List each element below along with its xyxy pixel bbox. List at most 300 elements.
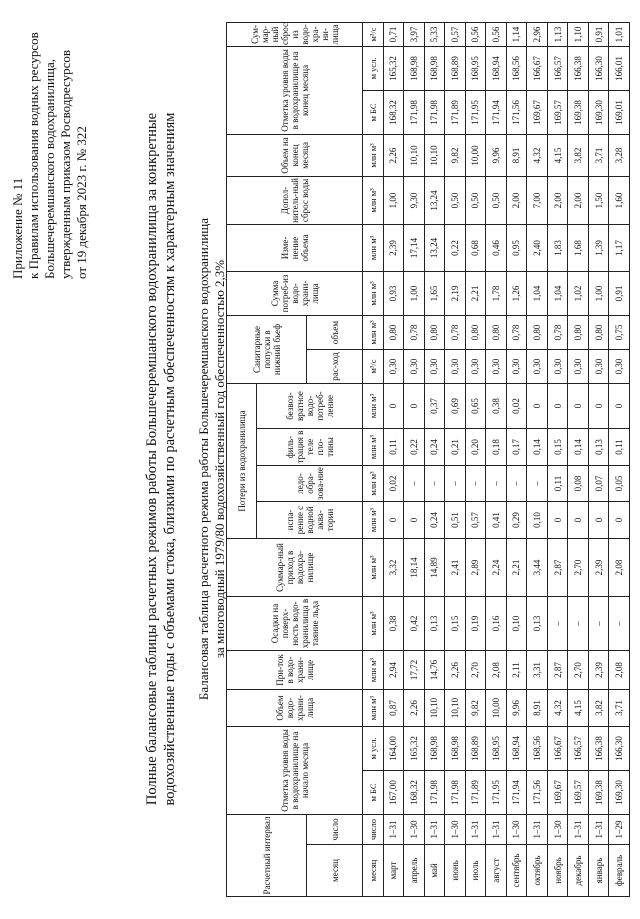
value-cell: 0,69 (445, 383, 466, 428)
value-cell: 0,50 (486, 176, 507, 224)
value-cell: 2,96 (527, 22, 548, 46)
value-cell: 0,56 (465, 22, 486, 46)
value-cell: 169,67 (527, 90, 548, 134)
value-cell: 1,04 (527, 271, 548, 315)
value-cell: 2,89 (465, 539, 486, 597)
value-cell: 0,16 (486, 597, 507, 651)
value-cell: 4,15 (568, 690, 589, 727)
value-cell: 0,15 (547, 429, 568, 466)
value-cell: 169,38 (588, 771, 609, 815)
header-level-end: Отметка уровня воды в водохранилище на конец месяца (227, 46, 363, 134)
value-cell: 1,13 (547, 22, 568, 46)
value-cell: 0,78 (404, 315, 425, 349)
value-cell: 0,30 (506, 349, 527, 383)
value-cell: 0,11 (547, 466, 568, 502)
value-cell: 2,08 (609, 539, 630, 597)
value-cell: 2,70 (465, 651, 486, 690)
value-cell: 164,00 (383, 727, 404, 771)
value-cell: 3,31 (527, 651, 548, 690)
value-cell: 2,00 (568, 176, 589, 224)
value-cell: 2,08 (486, 651, 507, 690)
value-cell: 0 (383, 383, 404, 428)
value-cell: – (486, 466, 507, 502)
value-cell: 0,87 (383, 690, 404, 727)
value-cell: 0,68 (465, 224, 486, 271)
value-cell: 168,98 (404, 46, 425, 90)
value-cell: 166,30 (609, 727, 630, 771)
value-cell: 3,28 (609, 134, 630, 176)
value-cell: 0,41 (486, 502, 507, 539)
value-cell: 1–30 (506, 815, 527, 845)
value-cell: 0,80 (486, 315, 507, 349)
unit-cell: м усл. (363, 46, 384, 90)
value-cell: 1,39 (588, 224, 609, 271)
value-cell: 168,32 (404, 771, 425, 815)
appendix-line: от 19 декабря 2023 г. № 322 (74, 126, 89, 279)
value-cell: 168,89 (445, 46, 466, 90)
value-cell: 1–30 (404, 815, 425, 845)
value-cell: 0,57 (445, 22, 466, 46)
value-cell: 167,00 (383, 771, 404, 815)
value-cell: 0,57 (465, 502, 486, 539)
month-cell: февраль (609, 845, 630, 897)
value-cell: 0,20 (465, 429, 486, 466)
value-cell: 1,10 (568, 22, 589, 46)
value-cell: 2,70 (568, 651, 589, 690)
value-cell: 171,98 (404, 90, 425, 134)
value-cell: 166,57 (547, 46, 568, 90)
unit-cell: млн м³ (363, 134, 384, 176)
value-cell: 0,78 (506, 315, 527, 349)
unit-cell: млн м³ (363, 690, 384, 727)
header-vol: объем (307, 315, 363, 349)
value-cell: 168,98 (424, 727, 445, 771)
value-cell: 0,38 (486, 383, 507, 428)
value-cell: 0,30 (568, 349, 589, 383)
value-cell: 0,13 (424, 597, 445, 651)
value-cell: 1,04 (547, 271, 568, 315)
value-cell: 1,68 (568, 224, 589, 271)
value-cell: 0,14 (568, 429, 589, 466)
value-cell: 4,15 (547, 134, 568, 176)
value-cell: 1,83 (547, 224, 568, 271)
value-cell: 14,89 (424, 539, 445, 597)
value-cell: 0,13 (527, 597, 548, 651)
value-cell: – (568, 597, 589, 651)
value-cell: 0 (547, 502, 568, 539)
value-cell: 1,00 (383, 176, 404, 224)
subtitle-line: за многоводный 1979/80 водохозяйственный год обеспеченностью 2,3% (212, 259, 227, 659)
value-cell: 171,98 (424, 771, 445, 815)
value-cell: 1,78 (486, 271, 507, 315)
value-cell: – (506, 466, 527, 502)
table-row (609, 22, 630, 896)
appendix-line: утвержденным приказом Росводресурсов (58, 50, 73, 279)
value-cell: 0,19 (465, 597, 486, 651)
month-cell: апрель (404, 845, 425, 897)
value-cell: 1–31 (588, 815, 609, 845)
value-cell: 171,94 (506, 771, 527, 815)
value-cell: 3,82 (568, 134, 589, 176)
value-cell: 0,30 (609, 349, 630, 383)
document-title (143, 19, 179, 899)
value-cell: 1,26 (506, 271, 527, 315)
header-volume-end: Объем на конец месяца (227, 134, 363, 176)
value-cell: 1–31 (424, 815, 445, 845)
value-cell: 1,50 (588, 176, 609, 224)
value-cell: 0,13 (588, 429, 609, 466)
value-cell: 0 (547, 383, 568, 428)
month-cell: июль (465, 845, 486, 897)
header-flow: рас-ход (307, 349, 363, 383)
subtitle-line: Балансовая таблица расчетного режима работы Большечеремшанского водохранилища (196, 217, 211, 701)
value-cell: 1,01 (609, 22, 630, 46)
value-cell: 0,10 (506, 597, 527, 651)
value-cell: 0,80 (568, 315, 589, 349)
unit-cell: м усл. (363, 727, 384, 771)
units-row (363, 22, 384, 896)
value-cell: 0 (609, 383, 630, 428)
value-cell: 0,46 (486, 224, 507, 271)
value-cell: 171,89 (465, 771, 486, 815)
value-cell: 0 (527, 383, 548, 428)
value-cell: 2,39 (588, 651, 609, 690)
unit-cell: млн м³ (363, 539, 384, 597)
header-sanitary: Санитарные попуски в нижний бьеф (227, 315, 307, 383)
value-cell: 171,94 (486, 90, 507, 134)
value-cell: 0,42 (404, 597, 425, 651)
value-cell: 1–29 (609, 815, 630, 845)
value-cell: 168,56 (506, 46, 527, 90)
table-title (196, 19, 228, 899)
value-cell: 0 (609, 502, 630, 539)
value-cell: 2,00 (506, 176, 527, 224)
value-cell: 169,30 (588, 90, 609, 134)
table-row (527, 22, 548, 896)
appendix-line: к Правилам использования водных ресурсов (26, 32, 41, 279)
unit-cell: млн м³ (363, 176, 384, 224)
value-cell: 0,15 (445, 597, 466, 651)
month-cell: декабрь (568, 845, 589, 897)
title-line: Полные балансовые таблицы расчетных режимов работы Большечеремшанского водохранилища за конкретные (144, 112, 160, 806)
table-row (424, 22, 445, 896)
unit-cell: м БС (363, 90, 384, 134)
value-cell: 3,82 (588, 690, 609, 727)
value-cell: 10,00 (465, 134, 486, 176)
table-row (486, 22, 507, 896)
value-cell: 168,94 (486, 46, 507, 90)
value-cell: 1–31 (383, 815, 404, 845)
table-row (568, 22, 589, 896)
value-cell: 10,10 (424, 690, 445, 727)
header-level-start: Отметка уровня воды в водохранилище на начало месяца (227, 727, 363, 815)
header-total-release: Сум-мар-ный сброс из водо-хра-ни-лища (227, 22, 363, 46)
value-cell: 2,70 (568, 539, 589, 597)
value-cell: 0,91 (588, 22, 609, 46)
value-cell: 2,19 (445, 271, 466, 315)
value-cell: 0 (404, 502, 425, 539)
header-precip: Осадки на поверх-ность водо-хранилища в таяние льда (227, 597, 363, 651)
value-cell: 2,21 (465, 271, 486, 315)
header-inflow: При-ток в водо-храни-лище (227, 651, 363, 690)
value-cell: 3,71 (609, 690, 630, 727)
value-cell: 0,37 (424, 383, 445, 428)
balance-table (226, 22, 630, 897)
value-cell: 1,00 (588, 271, 609, 315)
value-cell: 168,94 (506, 727, 527, 771)
value-cell: 2,39 (588, 539, 609, 597)
value-cell: 0,18 (486, 429, 507, 466)
header-evaporation: испа-рение с водной аква-тории (257, 502, 363, 539)
value-cell: 0 (383, 502, 404, 539)
value-cell: 3,44 (527, 539, 548, 597)
value-cell: 0,30 (588, 349, 609, 383)
value-cell: 168,95 (465, 46, 486, 90)
value-cell: 171,56 (527, 771, 548, 815)
table-row (445, 22, 466, 896)
value-cell: 0,30 (445, 349, 466, 383)
value-cell: – (445, 466, 466, 502)
unit-cell: млн м³ (363, 429, 384, 466)
value-cell: 168,56 (527, 727, 548, 771)
value-cell: 1,14 (506, 22, 527, 46)
value-cell: 0 (568, 502, 589, 539)
table-row (588, 22, 609, 896)
value-cell: 4,32 (547, 690, 568, 727)
value-cell: 171,98 (424, 90, 445, 134)
value-cell: 2,24 (486, 539, 507, 597)
value-cell: 166,38 (568, 46, 589, 90)
unit-cell: м³/с (363, 22, 384, 46)
value-cell: 2,87 (547, 651, 568, 690)
value-cell: 2,94 (383, 651, 404, 690)
value-cell: 0,14 (527, 429, 548, 466)
value-cell: 168,95 (486, 727, 507, 771)
value-cell: 0,93 (383, 271, 404, 315)
value-cell: 18,14 (404, 539, 425, 597)
unit-cell: месяц (363, 845, 384, 897)
value-cell: – (609, 597, 630, 651)
value-cell: 2,87 (547, 539, 568, 597)
value-cell: 2,40 (527, 224, 548, 271)
value-cell: 169,38 (568, 90, 589, 134)
unit-cell: млн м³ (363, 466, 384, 502)
value-cell: 7,00 (527, 176, 548, 224)
value-cell: 0,71 (383, 22, 404, 46)
value-cell: 171,56 (506, 90, 527, 134)
title-line: водохозяйственные годы с объемами стока, близкими по расчетным обеспеченностям к характерным значениям (162, 112, 178, 806)
header-filtration: филь-трация в теле пло-тины (257, 429, 363, 466)
value-cell: 1–31 (568, 815, 589, 845)
value-cell: 0,21 (445, 429, 466, 466)
value-cell: 0,02 (383, 466, 404, 502)
appendix-line: Приложение № 11 (10, 177, 25, 279)
value-cell: 0,30 (424, 349, 445, 383)
value-cell: – (588, 597, 609, 651)
table-body (363, 22, 630, 896)
value-cell: 10,10 (424, 134, 445, 176)
table-row (547, 22, 568, 896)
month-cell: ноябрь (547, 845, 568, 897)
month-cell: март (383, 845, 404, 897)
appendix-line: Большечеремшанского водохранилища, (42, 58, 57, 279)
value-cell: 169,67 (547, 771, 568, 815)
value-cell: 2,39 (383, 224, 404, 271)
value-cell: 1–31 (486, 815, 507, 845)
value-cell: 166,67 (547, 727, 568, 771)
value-cell: 0,30 (465, 349, 486, 383)
value-cell: 3,71 (588, 134, 609, 176)
value-cell: 0,50 (465, 176, 486, 224)
value-cell: 8,91 (506, 134, 527, 176)
value-cell: 168,32 (383, 90, 404, 134)
value-cell: 10,10 (445, 690, 466, 727)
value-cell: 0,30 (527, 349, 548, 383)
value-cell: 166,67 (527, 46, 548, 90)
value-cell: 3,97 (404, 22, 425, 46)
value-cell: 17,72 (404, 651, 425, 690)
value-cell: 1,65 (424, 271, 445, 315)
unit-cell: млн м³ (363, 271, 384, 315)
appendix-block (10, 19, 90, 279)
unit-cell: м БС (363, 771, 384, 815)
header-days: число (307, 815, 363, 845)
table-row (506, 22, 527, 896)
value-cell: – (424, 466, 445, 502)
value-cell: 9,30 (404, 176, 425, 224)
unit-cell: млн м³ (363, 597, 384, 651)
value-cell: 0,24 (424, 502, 445, 539)
value-cell: 0,24 (424, 429, 445, 466)
value-cell: 168,89 (465, 727, 486, 771)
unit-cell: млн м³ (363, 651, 384, 690)
month-cell: сентябрь (506, 845, 527, 897)
value-cell: – (547, 597, 568, 651)
header-volume: Объем водо-храни-лища (227, 690, 363, 727)
table-row (465, 22, 486, 896)
value-cell: 1,17 (609, 224, 630, 271)
value-cell: 171,98 (445, 771, 466, 815)
value-cell: 1–31 (527, 815, 548, 845)
value-cell: 0,95 (506, 224, 527, 271)
value-cell: 17,14 (404, 224, 425, 271)
value-cell: 169,30 (609, 771, 630, 815)
value-cell: 0 (568, 383, 589, 428)
value-cell: 0,80 (383, 315, 404, 349)
value-cell: 2,00 (547, 176, 568, 224)
value-cell: 0,78 (445, 315, 466, 349)
value-cell: 2,26 (383, 134, 404, 176)
value-cell: 0,22 (404, 429, 425, 466)
unit-cell: млн м³ (363, 224, 384, 271)
value-cell: 0,80 (465, 315, 486, 349)
header-month: месяц (307, 845, 363, 897)
header-sum-use: Сумма потреб-из водо-храни-лища (227, 271, 363, 315)
value-cell: 0,78 (547, 315, 568, 349)
value-cell: 9,82 (445, 134, 466, 176)
value-cell: 0,80 (588, 315, 609, 349)
value-cell: 166,01 (609, 46, 630, 90)
value-cell: 171,95 (486, 771, 507, 815)
value-cell: 171,95 (465, 90, 486, 134)
value-cell: 9,96 (486, 134, 507, 176)
value-cell: 169,57 (547, 90, 568, 134)
value-cell: 2,11 (506, 651, 527, 690)
value-cell: 0,50 (445, 176, 466, 224)
month-cell: январь (588, 845, 609, 897)
value-cell: 0 (404, 383, 425, 428)
unit-cell: млн м³ (363, 315, 384, 349)
value-cell: 1–30 (445, 815, 466, 845)
value-cell: 0,07 (588, 466, 609, 502)
value-cell: 0,11 (609, 429, 630, 466)
value-cell: 168,98 (445, 727, 466, 771)
value-cell: 0,11 (383, 429, 404, 466)
value-cell: 166,30 (588, 46, 609, 90)
value-cell: – (404, 466, 425, 502)
value-cell: 166,38 (588, 727, 609, 771)
unit-cell: млн м³ (363, 502, 384, 539)
header-losses: Потери из водохранилища (227, 383, 257, 538)
value-cell: 0,65 (465, 383, 486, 428)
month-cell: октябрь (527, 845, 548, 897)
value-cell: 2,26 (445, 651, 466, 690)
value-cell: 10,00 (486, 690, 507, 727)
value-cell: 14,76 (424, 651, 445, 690)
value-cell: 3,32 (383, 539, 404, 597)
value-cell: 165,32 (383, 46, 404, 90)
value-cell: – (527, 466, 548, 502)
value-cell: 1–31 (465, 815, 486, 845)
value-cell: 2,41 (445, 539, 466, 597)
value-cell: – (465, 466, 486, 502)
value-cell: 0,56 (486, 22, 507, 46)
value-cell: 0,30 (486, 349, 507, 383)
value-cell: 165,32 (404, 727, 425, 771)
table-row (383, 22, 404, 896)
value-cell: 9,96 (506, 690, 527, 727)
value-cell: 13,24 (424, 224, 445, 271)
value-cell: 0,75 (609, 315, 630, 349)
value-cell: 10,10 (404, 134, 425, 176)
month-cell: июнь (445, 845, 466, 897)
value-cell: 1–30 (547, 815, 568, 845)
value-cell: 5,33 (424, 22, 445, 46)
value-cell: 1,60 (609, 176, 630, 224)
header-total-inflow: Суммар-ный приход в водохра-нилище (227, 539, 363, 597)
value-cell: 2,21 (506, 539, 527, 597)
value-cell: 0 (588, 502, 609, 539)
value-cell: 8,91 (527, 690, 548, 727)
value-cell: 0,30 (404, 349, 425, 383)
unit-cell: число (363, 815, 384, 845)
value-cell: 0,29 (506, 502, 527, 539)
value-cell: 169,57 (568, 771, 589, 815)
unit-cell: млн м³ (363, 383, 384, 428)
value-cell: 0,10 (527, 502, 548, 539)
value-cell: 2,26 (404, 690, 425, 727)
value-cell: 166,57 (568, 727, 589, 771)
value-cell: 2,08 (609, 651, 630, 690)
table-row (404, 22, 425, 896)
value-cell: 169,01 (609, 90, 630, 134)
value-cell: 4,32 (527, 134, 548, 176)
value-cell: 9,82 (465, 690, 486, 727)
value-cell: 0,80 (424, 315, 445, 349)
month-cell: август (486, 845, 507, 897)
month-cell: май (424, 845, 445, 897)
value-cell: 0,22 (445, 224, 466, 271)
